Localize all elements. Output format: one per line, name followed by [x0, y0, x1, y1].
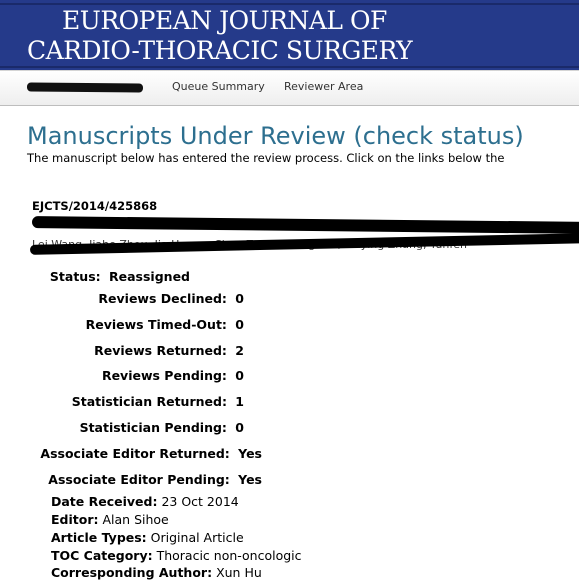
toc-category-row — [51, 548, 302, 563]
associate-editor-returned-label: Associate Editor Returned: — [40, 446, 230, 461]
journal-title-line2: CARDIO-THORACIC SURGERY — [27, 36, 413, 65]
date-received-label: Date Received: — [51, 494, 158, 509]
reviews-pending-row — [0, 368, 244, 383]
reviews-declined-label: Reviews Declined: — [98, 291, 227, 306]
reviews-pending-label: Reviews Pending: — [101, 368, 227, 383]
associate-editor-pending-label: Associate Editor Pending: — [48, 472, 230, 487]
statistician-pending-row — [0, 420, 244, 435]
journal-title-line1: EUROPEAN JOURNAL OF — [62, 6, 387, 35]
redacted-manuscript-title — [32, 216, 579, 234]
article-types-value: Original Article — [150, 530, 244, 545]
banner-top-rule — [0, 3, 579, 5]
redacted-author-list — [30, 233, 579, 255]
statistician-returned-label: Statistician Returned: — [71, 394, 227, 409]
statistician-returned-value: 1 — [235, 394, 244, 409]
reviews-timed-out-label: Reviews Timed-Out: — [85, 317, 227, 332]
statistician-returned-row — [0, 394, 244, 409]
corresponding-author-label: Corresponding Author: — [51, 565, 213, 580]
corresponding-author-row — [51, 565, 262, 580]
intro-text: The manuscript below has entered the review process. Click on the links below the — [27, 151, 505, 165]
statistician-pending-value: 0 — [235, 420, 244, 435]
banner-bottom-rule — [0, 66, 579, 68]
reviews-pending-value: 0 — [235, 368, 244, 383]
status-label: Status: — [49, 269, 101, 284]
nav-queue-summary[interactable]: Queue Summary — [172, 80, 265, 93]
reviews-timed-out-row — [0, 317, 244, 332]
associate-editor-returned-row — [0, 446, 262, 461]
manuscript-id: EJCTS/2014/425868 — [32, 199, 158, 213]
associate-editor-pending-value: Yes — [238, 472, 262, 487]
corresponding-author-value: Xun Hu — [216, 565, 262, 580]
editor-label: Editor: — [51, 512, 99, 527]
nav-reviewer-area[interactable]: Reviewer Area — [284, 80, 364, 93]
date-received-value: 23 Oct 2014 — [161, 494, 239, 509]
reviews-timed-out-value: 0 — [235, 317, 244, 332]
editor-row — [51, 512, 169, 527]
reviews-returned-row — [0, 343, 244, 358]
status-row — [0, 269, 190, 284]
status-value: Reassigned — [109, 269, 190, 284]
article-types-row — [51, 530, 244, 545]
associate-editor-pending-row — [0, 472, 262, 487]
reviews-declined-row — [0, 291, 244, 306]
article-types-label: Article Types: — [51, 530, 147, 545]
reviews-returned-label: Reviews Returned: — [94, 343, 227, 358]
reviews-returned-value: 2 — [235, 343, 244, 358]
date-received-row — [51, 494, 239, 509]
associate-editor-returned-value: Yes — [238, 446, 262, 461]
reviews-declined-value: 0 — [235, 291, 244, 306]
toc-category-label: TOC Category: — [51, 548, 153, 563]
statistician-pending-label: Statistician Pending: — [79, 420, 227, 435]
page-title: Manuscripts Under Review (check status) — [27, 122, 524, 150]
editor-value: Alan Sihoe — [102, 512, 169, 527]
toc-category-value: Thoracic non-oncologic — [156, 548, 302, 563]
redacted-nav-link — [27, 82, 143, 92]
